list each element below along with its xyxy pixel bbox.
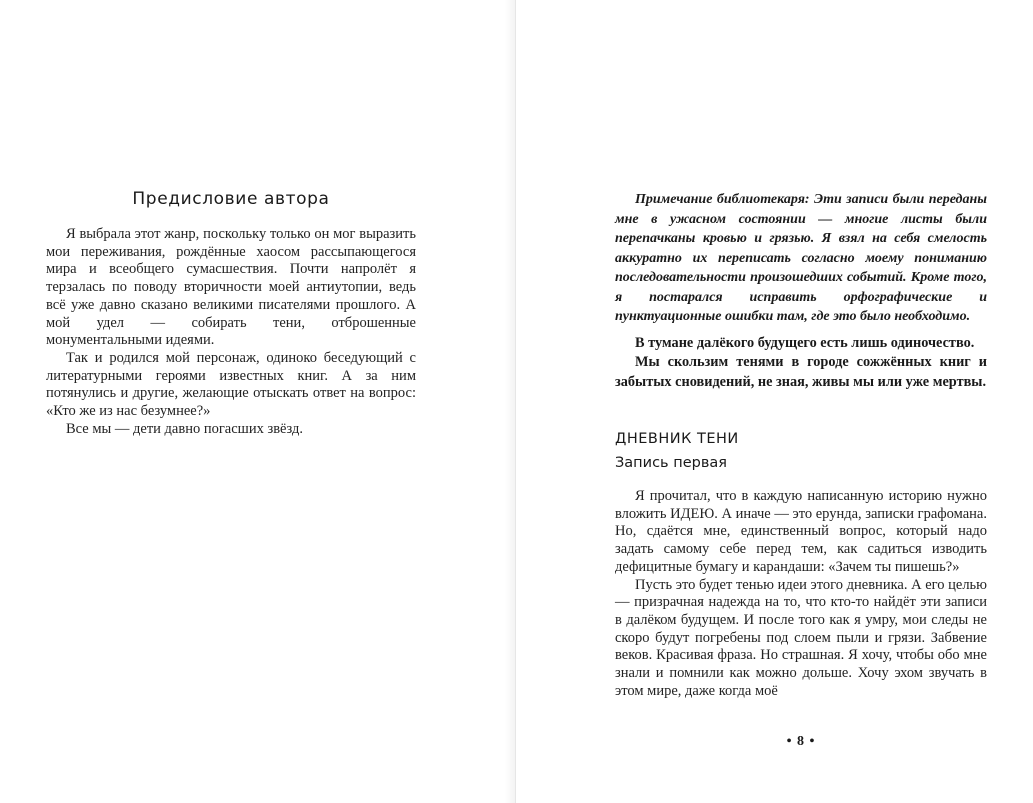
page-number: • 8 • <box>786 734 816 749</box>
entry-title: Запись первая <box>615 455 727 471</box>
right-page <box>517 0 1033 803</box>
librarian-note <box>615 190 987 327</box>
librarian-note-text: Примечание библиотекаря: Эти записи были переданы мне в ужасном состоянии — многие листы были перепачканы кровью и грязью. Я взял на себя смелость аккуратно их переписать согласно моему пониманию последовательности произошедших событий. Кроме того, я постарался исправить орфографические и пунктуационные ошибки там, где это было необходимо. <box>615 192 987 324</box>
preface-paragraph: Все мы — дети давно погасших звёзд. <box>66 420 303 437</box>
preface-body <box>46 226 416 438</box>
epigraph-line: Мы скользим тенями в городе сожжённых книг и забытых сновидений, не зная, живы мы или уже мертвы. <box>615 354 987 390</box>
epigraph-line: В тумане далёкого будущего есть лишь одиночество. <box>635 335 975 351</box>
diary-paragraph: Пусть это будет тенью идеи этого дневника. А его целью — призрачная надежда на то, что кто-то найдёт эти записи в далёком будущем. И после того как я умру, мои следы не скоро будут погребены под слоем пыли и грязи. Забвение веков. Красивая фраза. Но страшная. Я хочу, чтобы обо мне знали и помнили как можно дольше. Хочу эхом звучать в этом мире, даже когда моё <box>615 576 987 699</box>
preface-paragraph: Так и родился мой персонаж, одиноко беседующий с литературными героями известных книг. А за ним потянулись и другие, желающие отыскать ответ на вопрос: «Кто же из нас безумнее?» <box>46 349 416 420</box>
diary-paragraph: Я прочитал, что в каждую написанную историю нужно вложить ИДЕЮ. А иначе — это ерунда, записки графомана. Но, сдаётся мне, единственный вопрос, который надо задать самому себе перед тем, как садиться изводить дефицитные бумагу и карандаши: «Зачем ты пишешь?» <box>615 488 987 575</box>
gutter-shadow <box>505 0 515 803</box>
epigraph <box>615 334 987 392</box>
preface-title: Предисловие автора <box>132 189 330 209</box>
preface-paragraph: Я выбрала этот жанр, поскольку только он мог выразить мои переживания, рождённые хаосом рассыпающегося мира и всеобщего сумасшествия. Почти напролёт я терзалась по поводу вторичности моей антиутопии, ведь всё уже давно сказано великими писателями прошлого. А мой удел — собирать тени, отброшенные монументальными идеями. <box>46 226 416 349</box>
left-page <box>0 0 516 803</box>
diary-section-title: ДНЕВНИК ТЕНИ <box>615 431 739 447</box>
book-gutter <box>515 0 516 803</box>
diary-body <box>615 488 987 700</box>
